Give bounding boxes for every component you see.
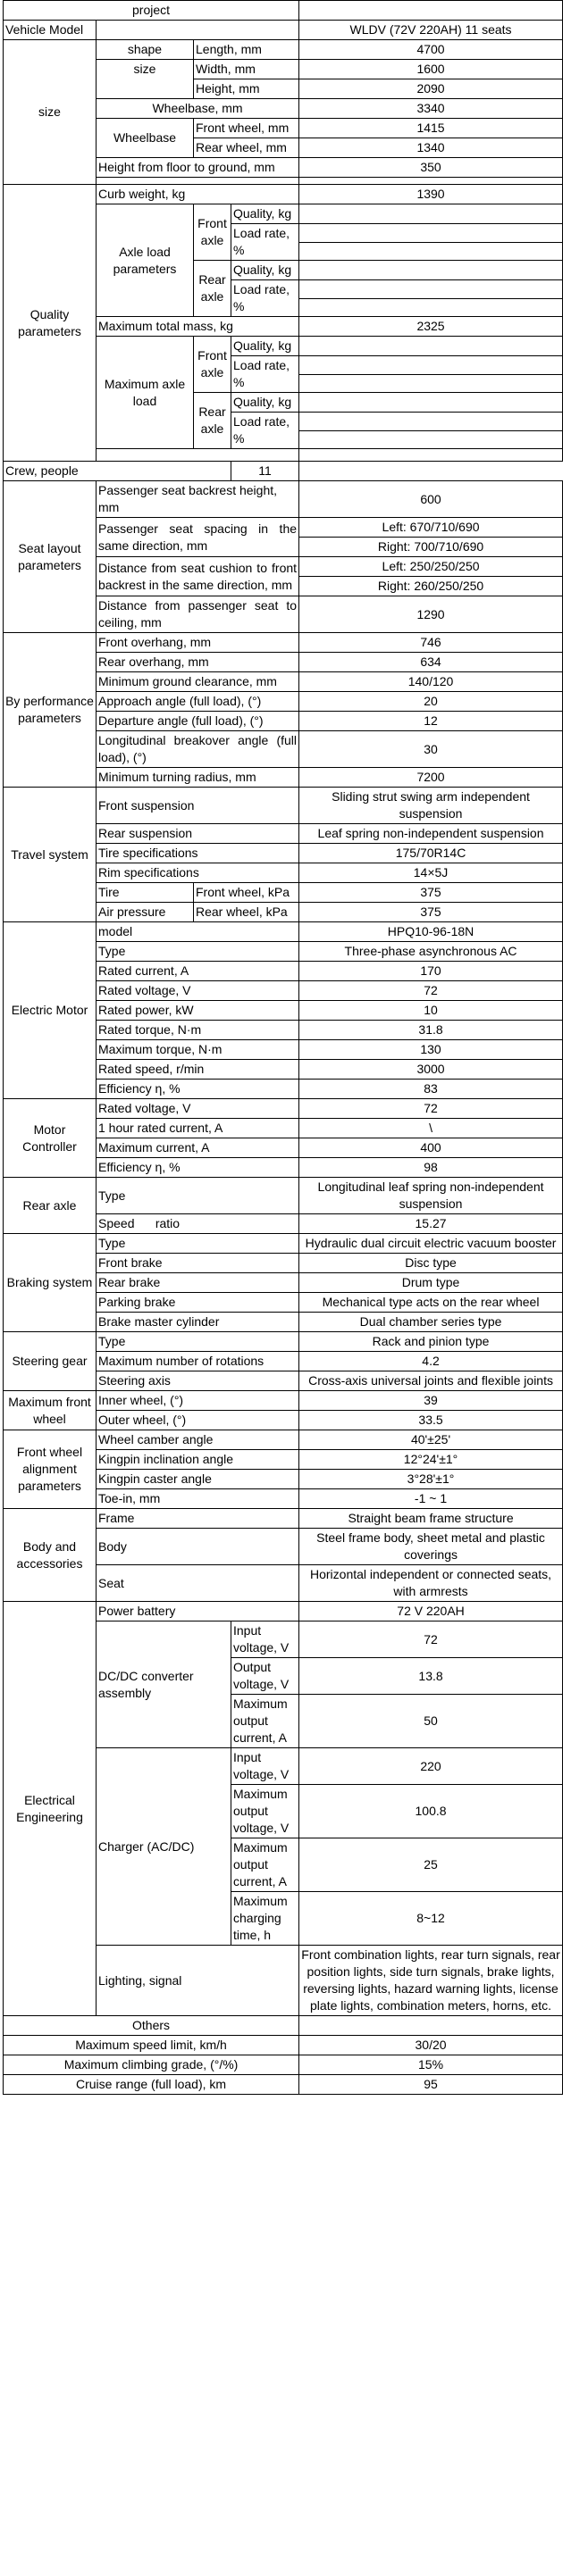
backrest-value: 600 [299, 481, 563, 518]
speed-ratio-value: 15.27 [299, 1214, 563, 1234]
rear-wheel-value: 1340 [299, 138, 563, 158]
rated-current-value: 170 [299, 962, 563, 981]
group-rear-axle: Rear axle [4, 1178, 97, 1234]
rated-power-value: 10 [299, 1001, 563, 1021]
max-output-current-label: Maximum output current, A [231, 1838, 299, 1892]
parking-brake-label: Parking brake [97, 1293, 299, 1313]
group-quality: Quality parameters [4, 185, 97, 462]
breakover-label: Longitudinal breakover angle (full load), (°) [97, 731, 299, 768]
axle-load-label: Axle load parameters [97, 204, 194, 317]
rear-overhang-value: 634 [299, 653, 563, 672]
lighting-value: Front combination lights, rear turn signals, rear position lights, side turn signals, brake lights, reversing lights, hazard warning lights, license plate lights, combination meters, horns, etc. [299, 1946, 563, 2016]
front-brake-value: Disc type [299, 1254, 563, 1273]
charging-time-label: Maximum charging time, h [231, 1892, 299, 1946]
load-rate-label: Load rate, % [231, 224, 299, 261]
outer-wheel-value: 33.5 [299, 1411, 563, 1430]
wheelbase-value: 3340 [299, 99, 563, 119]
inner-wheel-label: Inner wheel, (°) [97, 1391, 299, 1411]
tire-spec-value: 175/70R14C [299, 844, 563, 863]
floor-value: 350 [299, 158, 563, 178]
table-row [4, 2036, 563, 2055]
hour-current-label: 1 hour rated current, A [97, 1119, 299, 1138]
curb-label: Curb weight, kg [97, 185, 299, 204]
load-rate-label: Load rate, % [231, 356, 299, 393]
table-row [4, 1178, 563, 1214]
body-label: Body [97, 1529, 299, 1565]
rear-axle-type-label: Type [97, 1178, 299, 1214]
track-label: Wheelbase [97, 119, 194, 158]
table-row [4, 2016, 563, 2036]
motor-type-label: Type [97, 942, 299, 962]
table-row [4, 462, 563, 481]
rear-overhang-label: Rear overhang, mm [97, 653, 299, 672]
max-speed-label: Maximum speed limit, km/h [4, 2036, 299, 2055]
rotations-label: Maximum number of rotations [97, 1352, 299, 1371]
cruise-range-value: 95 [299, 2075, 563, 2095]
front-suspension-label: Front suspension [97, 788, 299, 824]
empty-value [299, 413, 563, 431]
group-size: size [4, 40, 97, 185]
curb-value: 1390 [299, 185, 563, 204]
rotations-value: 4.2 [299, 1352, 563, 1371]
front-wheel-value: 1415 [299, 119, 563, 138]
parking-brake-value: Mechanical type acts on the rear wheel [299, 1293, 563, 1313]
table-row [4, 1234, 563, 1254]
group-motor-controller: Motor Controller [4, 1099, 97, 1178]
body-value: Steel frame body, sheet metal and plastic coverings [299, 1529, 563, 1565]
ceiling-label: Distance from passenger seat to ceiling, mm [97, 596, 299, 633]
shape-label: shape [97, 40, 194, 60]
rated-voltage-value: 72 [299, 981, 563, 1001]
kingpin-inclination-label: Kingpin inclination angle [97, 1450, 299, 1470]
rear-kpa-value: 375 [299, 903, 563, 922]
max-current-label: Maximum current, A [97, 1138, 299, 1158]
outer-wheel-label: Outer wheel, (°) [97, 1411, 299, 1430]
table-row [4, 1332, 563, 1352]
max-torque-label: Maximum torque, N·m [97, 1040, 299, 1060]
spacer-cell [97, 449, 299, 462]
max-output-current-label: Maximum output current, A [231, 1695, 299, 1748]
motor-efficiency-value: 83 [299, 1080, 563, 1099]
max-total-value: 2325 [299, 317, 563, 337]
rated-voltage-label: Rated voltage, V [97, 981, 299, 1001]
clearance-label: Minimum ground clearance, mm [97, 672, 299, 692]
group-wheel-alignment: Front wheel alignment parameters [4, 1430, 97, 1509]
table-row [4, 2055, 563, 2075]
spacer-cell [97, 178, 299, 185]
steering-axis-value: Cross-axis universal joints and flexible joints [299, 1371, 563, 1391]
quality-kg-label: Quality, kg [231, 261, 299, 280]
power-battery-value: 72 V 220AH [299, 1602, 563, 1621]
departure-label: Departure angle (full load), (°) [97, 712, 299, 731]
dcdc-output-voltage: 13.8 [299, 1658, 563, 1695]
frame-label: Frame [97, 1509, 299, 1529]
spacing-right: Right: 700/710/690 [299, 538, 563, 557]
steering-axis-label: Steering axis [97, 1371, 299, 1391]
cruise-range-label: Cruise range (full load), km [4, 2075, 299, 2095]
group-max-front-wheel: Maximum front wheel [4, 1391, 97, 1430]
group-performance: By performance parameters [4, 633, 97, 788]
dcdc-input-voltage: 72 [299, 1621, 563, 1658]
steering-type-label: Type [97, 1332, 299, 1352]
width-value: 1600 [299, 60, 563, 79]
rim-spec-label: Rim specifications [97, 863, 299, 883]
charging-time-value: 8~12 [299, 1892, 563, 1946]
width-label: Width, mm [194, 60, 299, 79]
ceiling-value: 1290 [299, 596, 563, 633]
empty-value [299, 242, 563, 261]
seat-value: Horizontal independent or connected seats, with armrests [299, 1565, 563, 1602]
charger-max-voltage: 100.8 [299, 1785, 563, 1838]
table-row [4, 1509, 563, 1529]
charger-input-voltage: 220 [299, 1748, 563, 1785]
controller-efficiency-label: Efficiency η, % [97, 1158, 299, 1178]
max-speed-value: 30/20 [299, 2036, 563, 2055]
cushion-label: Distance from seat cushion to front backrest in the same direction, mm [97, 557, 299, 596]
group-braking-system: Braking system [4, 1234, 97, 1332]
empty-value [299, 393, 563, 413]
tire-spec-label: Tire specifications [97, 844, 299, 863]
power-battery-label: Power battery [97, 1602, 299, 1621]
rear-kpa-label: Rear wheel, kPa [194, 903, 299, 922]
camber-value: 40'±25' [299, 1430, 563, 1450]
input-voltage-label: Input voltage, V [231, 1748, 299, 1785]
rear-axle-label: Rear axle [194, 393, 231, 449]
output-voltage-label: Output voltage, V [231, 1658, 299, 1695]
front-axle-label: Front axle [194, 204, 231, 261]
height-label: Height, mm [194, 79, 299, 99]
departure-value: 12 [299, 712, 563, 731]
spacing-left: Left: 670/710/690 [299, 518, 563, 538]
group-travel-system: Travel system [4, 788, 97, 922]
empty-value [299, 337, 563, 356]
group-others: Others [4, 2016, 299, 2036]
approach-label: Approach angle (full load), (°) [97, 692, 299, 712]
speed-ratio-label: Speed ratio [97, 1214, 299, 1234]
approach-value: 20 [299, 692, 563, 712]
empty-value [299, 298, 563, 317]
load-rate-label: Load rate, % [231, 413, 299, 449]
charger-label: Charger (AC/DC) [97, 1748, 231, 1946]
steering-type-value: Rack and pinion type [299, 1332, 563, 1352]
table-row [4, 633, 563, 653]
table-row [4, 2075, 563, 2095]
wheelbase-label: Wheelbase, mm [97, 99, 299, 119]
table-row [4, 1602, 563, 1621]
table-row [4, 40, 563, 60]
empty-value [299, 280, 563, 299]
cushion-right: Right: 260/250/250 [299, 577, 563, 596]
length-label: Length, mm [194, 40, 299, 60]
caster-label: Kingpin caster angle [97, 1470, 299, 1489]
max-axle-load-label: Maximum axle load [97, 337, 194, 449]
input-voltage-label: Input voltage, V [231, 1621, 299, 1658]
rated-speed-value: 3000 [299, 1060, 563, 1080]
rear-brake-value: Drum type [299, 1273, 563, 1293]
model-value: HPQ10-96-18N [299, 922, 563, 942]
frame-value: Straight beam frame structure [299, 1509, 563, 1529]
rated-torque-label: Rated torque, N·m [97, 1021, 299, 1040]
empty-value [299, 224, 563, 243]
caster-value: 3°28'±1° [299, 1470, 563, 1489]
rear-suspension-label: Rear suspension [97, 824, 299, 844]
max-total-label: Maximum total mass, kg [97, 317, 299, 337]
motor-type-value: Three-phase asynchronous AC [299, 942, 563, 962]
spacer-cell [299, 178, 563, 185]
table-row [4, 1099, 563, 1119]
rear-axle-type-value: Longitudinal leaf spring non-independent suspension [299, 1178, 563, 1214]
rear-brake-label: Rear brake [97, 1273, 299, 1293]
rated-torque-value: 31.8 [299, 1021, 563, 1040]
length-value: 4700 [299, 40, 563, 60]
front-overhang-label: Front overhang, mm [97, 633, 299, 653]
max-current-value: 400 [299, 1138, 563, 1158]
front-axle-label: Front axle [194, 337, 231, 393]
dcdc-label: DC/DC converter assembly [97, 1621, 231, 1748]
front-kpa-label: Front wheel, kPa [194, 883, 299, 903]
vehicle-model-label: Vehicle Model [4, 21, 97, 40]
table-row [4, 788, 563, 824]
controller-voltage-label: Rated voltage, V [97, 1099, 299, 1119]
crew-value: 11 [231, 462, 299, 481]
others-blank [299, 2016, 563, 2036]
max-output-voltage-label: Maximum output voltage, V [231, 1785, 299, 1838]
kingpin-inclination-value: 12°24'±1° [299, 1450, 563, 1470]
toe-in-value: -1 ~ 1 [299, 1489, 563, 1509]
empty-value [299, 374, 563, 393]
table-row [4, 1391, 563, 1411]
charger-max-current: 25 [299, 1838, 563, 1892]
front-wheel-label: Front wheel, mm [194, 119, 299, 138]
rated-speed-label: Rated speed, r/min [97, 1060, 299, 1080]
height-value: 2090 [299, 79, 563, 99]
tire-label: Tire [97, 883, 194, 903]
group-steering-gear: Steering gear [4, 1332, 97, 1391]
front-overhang-value: 746 [299, 633, 563, 653]
vehicle-model-value: WLDV (72V 220AH) 11 seats [299, 21, 563, 40]
clearance-value: 140/120 [299, 672, 563, 692]
climb-value: 15% [299, 2055, 563, 2075]
table-row [4, 185, 563, 204]
brake-type-value: Hydraulic dual circuit electric vacuum booster [299, 1234, 563, 1254]
rated-power-label: Rated power, kW [97, 1001, 299, 1021]
seat-label: Seat [97, 1565, 299, 1602]
empty-value [299, 356, 563, 375]
group-body-accessories: Body and accessories [4, 1509, 97, 1602]
front-kpa-value: 375 [299, 883, 563, 903]
vehicle-model-blank [97, 21, 299, 40]
rear-wheel-label: Rear wheel, mm [194, 138, 299, 158]
project-header: project [4, 1, 299, 21]
group-seat-layout: Seat layout parameters [4, 481, 97, 633]
controller-efficiency-value: 98 [299, 1158, 563, 1178]
table-row [4, 481, 563, 518]
group-electric-motor: Electric Motor [4, 922, 97, 1099]
group-electrical: Electrical Engineering [4, 1602, 97, 2016]
rear-axle-label: Rear axle [194, 261, 231, 317]
table-row [4, 922, 563, 942]
front-suspension-value: Sliding strut swing arm independent suspension [299, 788, 563, 824]
climb-label: Maximum climbing grade, (°/%) [4, 2055, 299, 2075]
hour-current-value: \ [299, 1119, 563, 1138]
quality-kg-label: Quality, kg [231, 204, 299, 224]
controller-voltage-value: 72 [299, 1099, 563, 1119]
backrest-label: Passenger seat backrest height, mm [97, 481, 299, 518]
front-brake-label: Front brake [97, 1254, 299, 1273]
empty-value [299, 204, 563, 224]
dcdc-max-current: 50 [299, 1695, 563, 1748]
master-cylinder-label: Brake master cylinder [97, 1313, 299, 1332]
breakover-value: 30 [299, 731, 563, 768]
toe-in-label: Toe-in, mm [97, 1489, 299, 1509]
crew-label: Crew, people [4, 462, 231, 481]
inner-wheel-value: 39 [299, 1391, 563, 1411]
air-pressure-label: Air pressure [97, 903, 194, 922]
turning-label: Minimum turning radius, mm [97, 768, 299, 788]
spec-table [3, 0, 563, 2095]
quality-kg-label: Quality, kg [231, 393, 299, 413]
rear-suspension-value: Leaf spring non-independent suspension [299, 824, 563, 844]
spacer-cell [299, 449, 563, 462]
project-header-blank [299, 1, 563, 21]
camber-label: Wheel camber angle [97, 1430, 299, 1450]
lighting-label: Lighting, signal [97, 1946, 299, 2016]
floor-label: Height from floor to ground, mm [97, 158, 299, 178]
max-torque-value: 130 [299, 1040, 563, 1060]
cushion-left: Left: 250/250/250 [299, 557, 563, 577]
model-label: model [97, 922, 299, 942]
spacing-label: Passenger seat spacing in the same direction, mm [97, 518, 299, 557]
table-row [4, 21, 563, 40]
quality-kg-label: Quality, kg [231, 337, 299, 356]
brake-type-label: Type [97, 1234, 299, 1254]
turning-value: 7200 [299, 768, 563, 788]
empty-value [299, 261, 563, 280]
empty-value [299, 430, 563, 449]
master-cylinder-value: Dual chamber series type [299, 1313, 563, 1332]
table-row [4, 1430, 563, 1450]
table-row [4, 1, 563, 21]
rim-spec-value: 14×5J [299, 863, 563, 883]
rated-current-label: Rated current, A [97, 962, 299, 981]
motor-efficiency-label: Efficiency η, % [97, 1080, 299, 1099]
size-label: size [97, 60, 194, 99]
load-rate-label: Load rate, % [231, 280, 299, 317]
